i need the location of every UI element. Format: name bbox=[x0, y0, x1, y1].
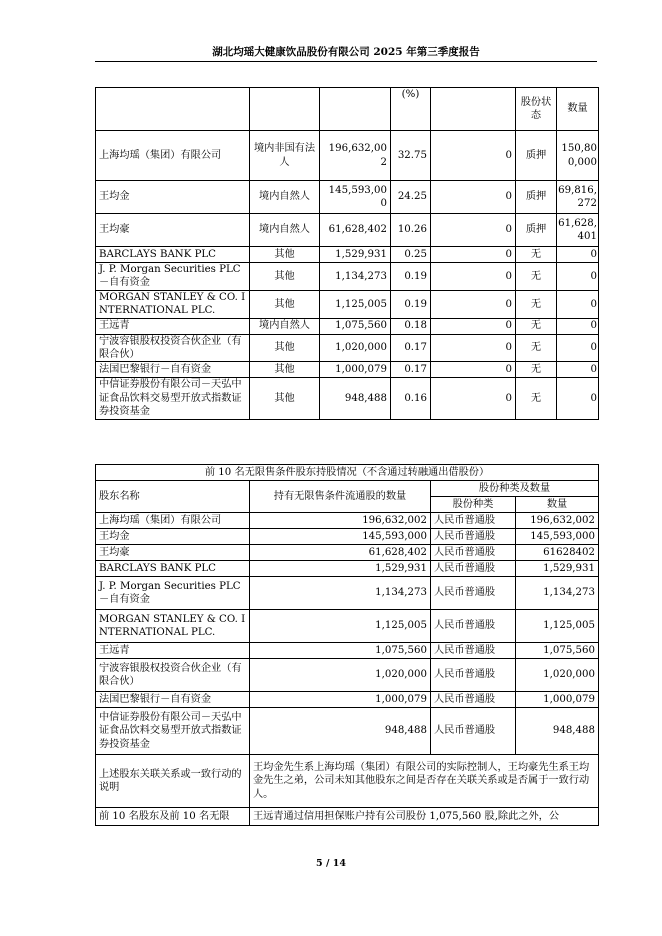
table-row bbox=[96, 263, 599, 291]
shares-held: 948,488 bbox=[320, 378, 391, 419]
restricted-shares: 0 bbox=[431, 362, 516, 378]
shareholding-pct: 0.19 bbox=[391, 290, 431, 318]
share-qty: 145,593,000 bbox=[516, 529, 599, 545]
shareholder-name: 法国巴黎银行－自有资金 bbox=[96, 692, 250, 708]
pledge-status: 质押 bbox=[516, 214, 557, 247]
table-row bbox=[96, 214, 599, 247]
unrestricted-count: 196,632,002 bbox=[250, 513, 431, 529]
pledged-qty: 61,628,401 bbox=[557, 214, 599, 247]
shareholding-pct: 0.18 bbox=[391, 318, 431, 334]
pledged-qty: 0 bbox=[557, 263, 599, 291]
table-row bbox=[96, 513, 599, 529]
restricted-shares: 0 bbox=[431, 334, 516, 362]
share-qty: 61628402 bbox=[516, 545, 599, 561]
shareholding-pct: 24.25 bbox=[391, 181, 431, 214]
shareholder-nature: 其他 bbox=[250, 378, 320, 419]
margin-label: 前 10 名股东及前 10 名无限 bbox=[96, 808, 250, 826]
pledge-status: 无 bbox=[516, 290, 557, 318]
pledge-status: 质押 bbox=[516, 181, 557, 214]
shares-held: 1,529,931 bbox=[320, 247, 391, 263]
pledge-status: 无 bbox=[516, 263, 557, 291]
table-row bbox=[96, 362, 599, 378]
table-row bbox=[96, 290, 599, 318]
pledge-status: 无 bbox=[516, 334, 557, 362]
unrestricted-count: 1,020,000 bbox=[250, 659, 431, 692]
restricted-shares: 0 bbox=[431, 378, 516, 419]
margin-text: 王远青通过信用担保账户持有公司股份 1,075,560 股,除此之外，公 bbox=[250, 808, 599, 826]
shareholder-name: 王远青 bbox=[96, 318, 250, 334]
restricted-shares: 0 bbox=[431, 247, 516, 263]
shareholder-name: 法国巴黎银行－自有资金 bbox=[96, 362, 250, 378]
shareholder-name: BARCLAYS BANK PLC bbox=[96, 561, 250, 577]
share-type: 人民币普通股 bbox=[431, 577, 516, 610]
share-type: 人民币普通股 bbox=[431, 708, 516, 755]
shareholder-nature: 境内自然人 bbox=[250, 214, 320, 247]
shareholder-name: 王远青 bbox=[96, 643, 250, 659]
status-header: 股份状态 bbox=[516, 88, 557, 131]
unrestricted-count: 1,134,273 bbox=[250, 577, 431, 610]
restricted-shares: 0 bbox=[431, 214, 516, 247]
shareholder-nature: 境内非国有法人 bbox=[250, 131, 320, 181]
shareholder-name: 宁波容银股权投资合伙企业（有限合伙） bbox=[96, 334, 250, 362]
unrestricted-count: 1,125,005 bbox=[250, 610, 431, 643]
shareholder-name: J. P. Morgan Securities PLC－自有资金 bbox=[96, 263, 250, 291]
restricted-shares: 0 bbox=[431, 290, 516, 318]
pledged-qty: 0 bbox=[557, 247, 599, 263]
report-header: 湖北均瑶大健康饮品股份有限公司 2025 年第三季度报告 bbox=[95, 44, 597, 62]
table-row bbox=[96, 643, 599, 659]
qty-header: 数量 bbox=[557, 88, 599, 131]
table-row bbox=[96, 131, 599, 181]
table-row bbox=[96, 378, 599, 419]
table-row bbox=[96, 692, 599, 708]
shareholder-name: 王均豪 bbox=[96, 545, 250, 561]
unrestricted-count: 948,488 bbox=[250, 708, 431, 755]
shares-held: 1,134,273 bbox=[320, 263, 391, 291]
restricted-shares: 0 bbox=[431, 131, 516, 181]
pledge-status: 无 bbox=[516, 318, 557, 334]
shareholder-name: 上海均瑶（集团）有限公司 bbox=[96, 131, 250, 181]
share-type: 人民币普通股 bbox=[431, 692, 516, 708]
table-row bbox=[96, 659, 599, 692]
unrestricted-count: 1,075,560 bbox=[250, 643, 431, 659]
shareholder-name: J. P. Morgan Securities PLC－自有资金 bbox=[96, 577, 250, 610]
pledged-qty: 150,800,000 bbox=[557, 131, 599, 181]
shareholder-name: 中信证券股份有限公司－天弘中证食品饮料交易型开放式指数证券投资基金 bbox=[96, 378, 250, 419]
shareholder-name: 上海均瑶（集团）有限公司 bbox=[96, 513, 250, 529]
table-row bbox=[96, 577, 599, 610]
page-number: 5 / 14 bbox=[316, 858, 346, 869]
shares-held: 196,632,002 bbox=[320, 131, 391, 181]
share-type: 人民币普通股 bbox=[431, 643, 516, 659]
related-label: 上述股东关联关系或一致行动的说明 bbox=[96, 755, 250, 808]
shares-held: 1,075,560 bbox=[320, 318, 391, 334]
share-type: 人民币普通股 bbox=[431, 545, 516, 561]
table-row bbox=[96, 529, 599, 545]
restricted-shares: 0 bbox=[431, 318, 516, 334]
share-qty: 1,075,560 bbox=[516, 643, 599, 659]
table-row bbox=[96, 545, 599, 561]
shareholding-pct: 0.19 bbox=[391, 263, 431, 291]
unrestricted-count: 1,000,079 bbox=[250, 692, 431, 708]
pledged-qty: 0 bbox=[557, 318, 599, 334]
col-qty-header: 数量 bbox=[516, 497, 599, 513]
table-row bbox=[96, 318, 599, 334]
shareholder-nature: 境内自然人 bbox=[250, 318, 320, 334]
table-row bbox=[96, 610, 599, 643]
share-qty: 1,020,000 bbox=[516, 659, 599, 692]
shareholding-pct: 0.17 bbox=[391, 362, 431, 378]
shares-held: 145,593,000 bbox=[320, 181, 391, 214]
shareholder-name: 王均金 bbox=[96, 529, 250, 545]
table-header-row bbox=[96, 88, 599, 131]
shareholder-nature: 其他 bbox=[250, 362, 320, 378]
unrestricted-count: 61,628,402 bbox=[250, 545, 431, 561]
restricted-shares: 0 bbox=[431, 263, 516, 291]
shares-held: 1,000,079 bbox=[320, 362, 391, 378]
top-shareholders-table bbox=[95, 87, 599, 420]
pledge-status: 无 bbox=[516, 378, 557, 419]
share-type: 人民币普通股 bbox=[431, 659, 516, 692]
pledged-qty: 0 bbox=[557, 334, 599, 362]
share-qty: 948,488 bbox=[516, 708, 599, 755]
shareholder-name: 中信证券股份有限公司－天弘中证食品饮料交易型开放式指数证券投资基金 bbox=[96, 708, 250, 755]
table-row bbox=[96, 561, 599, 577]
col-type-group-header: 股份种类及数量 bbox=[431, 481, 599, 497]
shareholding-pct: 10.26 bbox=[391, 214, 431, 247]
pledge-status: 无 bbox=[516, 362, 557, 378]
share-qty: 1,134,273 bbox=[516, 577, 599, 610]
col-count-header: 持有无限售条件流通股的数量 bbox=[250, 481, 431, 513]
shareholder-name: 王均豪 bbox=[96, 214, 250, 247]
table-row bbox=[96, 334, 599, 362]
unrestricted-count: 145,593,000 bbox=[250, 529, 431, 545]
pledged-qty: 0 bbox=[557, 290, 599, 318]
shareholder-nature: 其他 bbox=[250, 334, 320, 362]
shareholder-name: MORGAN STANLEY & CO. INTERNATIONAL PLC. bbox=[96, 610, 250, 643]
shares-held: 1,020,000 bbox=[320, 334, 391, 362]
pledged-qty: 0 bbox=[557, 378, 599, 419]
table-row bbox=[96, 708, 599, 755]
shareholder-name: 王均金 bbox=[96, 181, 250, 214]
share-type: 人民币普通股 bbox=[431, 529, 516, 545]
pledge-status: 无 bbox=[516, 247, 557, 263]
shareholder-nature: 其他 bbox=[250, 290, 320, 318]
share-qty: 196,632,002 bbox=[516, 513, 599, 529]
restricted-shares: 0 bbox=[431, 181, 516, 214]
pledged-qty: 69,816,272 bbox=[557, 181, 599, 214]
col-type-header: 股份种类 bbox=[431, 497, 516, 513]
share-qty: 1,529,931 bbox=[516, 561, 599, 577]
shareholder-name: BARCLAYS BANK PLC bbox=[96, 247, 250, 263]
shareholder-name: 宁波容银股权投资合伙企业（有限合伙） bbox=[96, 659, 250, 692]
share-qty: 1,000,079 bbox=[516, 692, 599, 708]
unrestricted-shareholders-table bbox=[95, 464, 599, 826]
pledge-status: 质押 bbox=[516, 131, 557, 181]
shareholder-nature: 其他 bbox=[250, 263, 320, 291]
share-type: 人民币普通股 bbox=[431, 610, 516, 643]
shareholder-nature: 其他 bbox=[250, 247, 320, 263]
shareholding-pct: 0.17 bbox=[391, 334, 431, 362]
shares-held: 1,125,005 bbox=[320, 290, 391, 318]
shareholding-pct: 32.75 bbox=[391, 131, 431, 181]
shareholder-nature: 境内自然人 bbox=[250, 181, 320, 214]
pledged-qty: 0 bbox=[557, 362, 599, 378]
section-title: 前 10 名无限售条件股东持股情况（不含通过转融通出借股份） bbox=[96, 465, 599, 481]
shareholding-pct: 0.25 bbox=[391, 247, 431, 263]
shareholding-pct: 0.16 bbox=[391, 378, 431, 419]
related-text: 王均金先生系上海均瑶（集团）有限公司的实际控制人，王均豪先生系王均金先生之弟，公司未知其他股东之间是否存在关联关系或是否属于一致行动人。 bbox=[250, 755, 599, 808]
shareholder-name: MORGAN STANLEY & CO. INTERNATIONAL PLC. bbox=[96, 290, 250, 318]
unrestricted-count: 1,529,931 bbox=[250, 561, 431, 577]
share-type: 人民币普通股 bbox=[431, 513, 516, 529]
pct-header: (%) bbox=[391, 88, 431, 131]
share-type: 人民币普通股 bbox=[431, 561, 516, 577]
table-row bbox=[96, 181, 599, 214]
share-qty: 1,125,005 bbox=[516, 610, 599, 643]
shares-held: 61,628,402 bbox=[320, 214, 391, 247]
table-row bbox=[96, 247, 599, 263]
col-name-header: 股东名称 bbox=[96, 481, 250, 513]
